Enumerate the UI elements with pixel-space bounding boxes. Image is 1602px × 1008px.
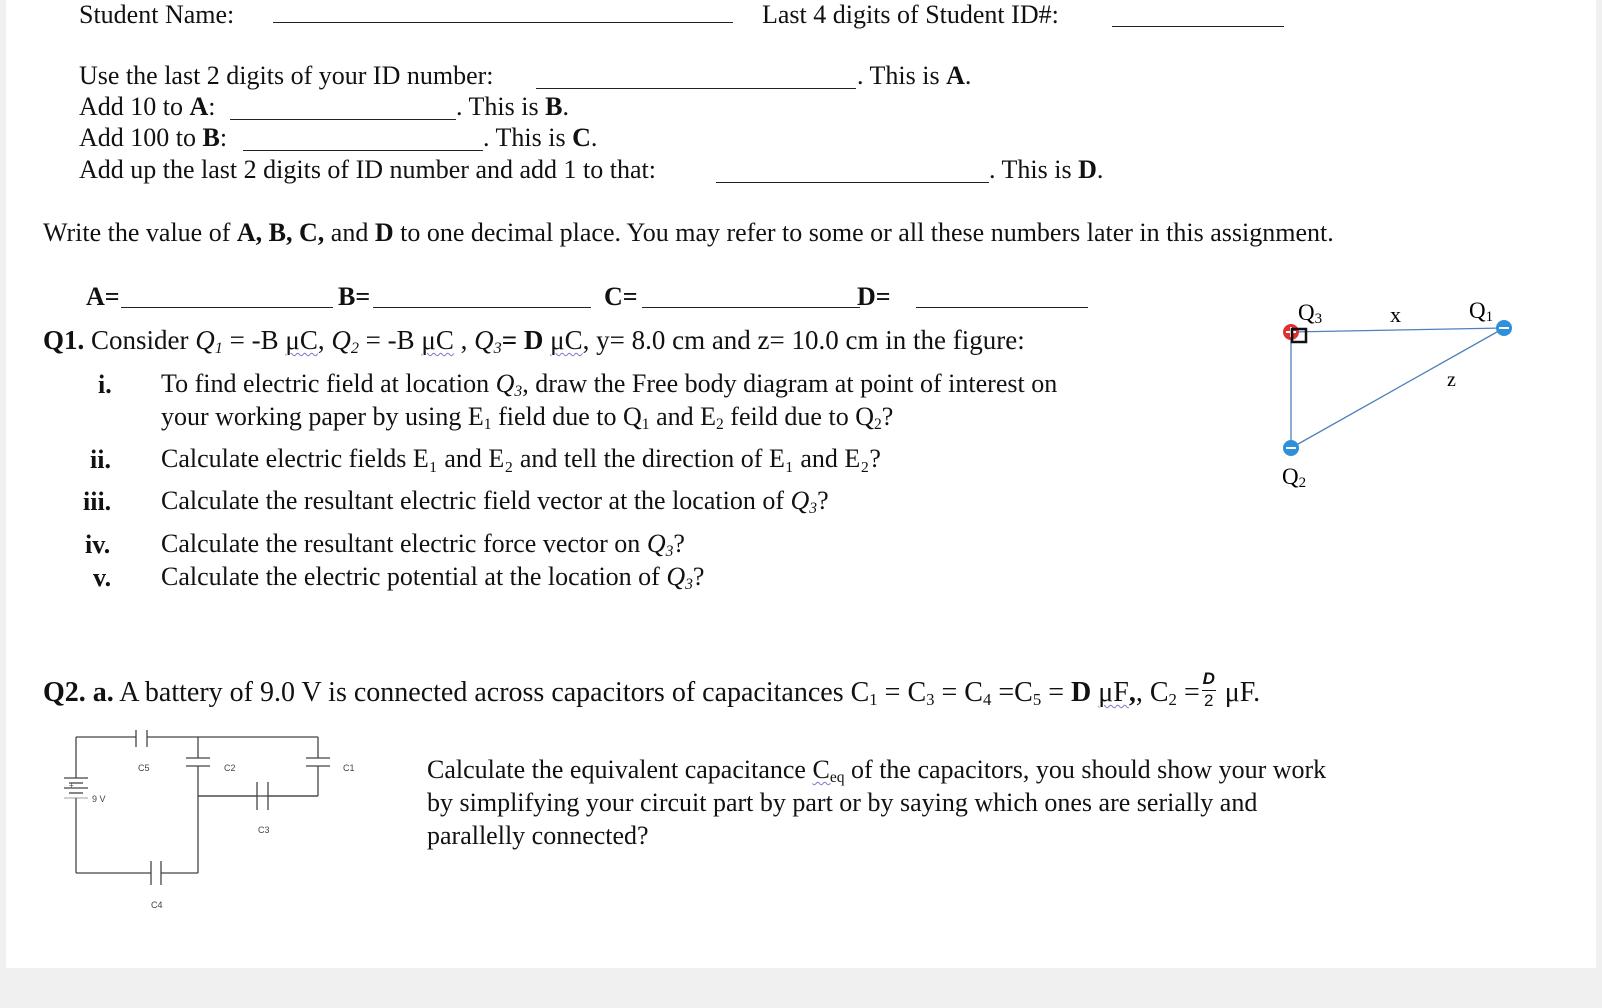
worksheet-page: [6, 0, 1596, 968]
q1-negative-charge: [1496, 320, 1512, 336]
c5-label: C5: [138, 763, 150, 773]
c-value-field[interactable]: [243, 150, 483, 151]
b-value-field[interactable]: [230, 119, 456, 120]
q1-item-ii-text: Calculate electric fields E₁ and E₂ and tell the direction of E₁ and E₂?: [161, 444, 881, 473]
setup-line-2: Add 10 to A:: [79, 92, 216, 121]
c1-label: C1: [343, 763, 355, 773]
answer-b-field[interactable]: [373, 307, 591, 308]
q2-statement: Q2. a. A battery of 9.0 V is connected across capacitors of capacitances $C_1 = C_3 = C_4 =C_5 = D$ μF,, $C_2$ = $\frac{D}{2}$ μF.: [43, 669, 1261, 710]
answer-a-field[interactable]: [121, 307, 333, 308]
q3-label: Q3: [1298, 300, 1323, 327]
answer-d-label: D=: [857, 282, 891, 311]
answer-c-field[interactable]: [642, 307, 860, 308]
student-id-field[interactable]: [1112, 26, 1284, 27]
student-id-label: Last 4 digits of Student ID#:: [762, 0, 1059, 29]
c4-label: C4: [151, 900, 163, 910]
q2-negative-charge: [1283, 440, 1299, 456]
side-z-line: [1291, 328, 1504, 448]
id-digits-field[interactable]: [536, 88, 856, 89]
q1-charge-figure: [1274, 290, 1554, 510]
answer-c-label: C=: [604, 282, 638, 311]
battery-label: 9 V: [92, 794, 106, 804]
setup-line-4-suffix: . This is D.: [989, 155, 1104, 184]
setup-line-2-suffix: . This is B.: [456, 92, 569, 121]
q1-item-ii-marker: ii.: [90, 445, 111, 474]
q1-item-iv-text: Calculate the resultant electric force vector on $Q_3$?: [161, 529, 685, 560]
c3-label: C3: [258, 825, 270, 835]
setup-line-1-suffix: . This is A.: [857, 61, 972, 90]
setup-line-4: Add up the last 2 digits of ID number and add 1 to that:: [79, 155, 656, 184]
q1-item-iv-marker: iv.: [85, 530, 111, 559]
battery-plus-label: +: [69, 781, 74, 790]
student-name-field[interactable]: [273, 22, 733, 23]
q1-item-i-marker: i.: [98, 370, 112, 399]
q2-task-line-2: by simplifying your circuit part by part or by saying which ones are serially and: [427, 788, 1258, 817]
answer-d-field[interactable]: [916, 307, 1088, 308]
q1-item-iii-text: Calculate the resultant electric field vector at the location of $Q_3$?: [161, 486, 829, 517]
x-label: x: [1390, 302, 1401, 327]
side-x-line: [1291, 328, 1504, 332]
q1-item-v-marker: v.: [93, 563, 112, 592]
q1-item-i-line1: To find electric field at location $Q_3$, draw the Free body diagram at point of interest on: [161, 369, 1058, 400]
q2-label: Q2: [1282, 464, 1307, 491]
answer-a-label: A=: [86, 282, 120, 311]
c2-label: C2: [224, 763, 236, 773]
d-value-field[interactable]: [716, 182, 989, 183]
setup-line-1: Use the last 2 digits of your ID number:: [79, 61, 494, 90]
q1-statement: Q1. Consider $Q_1 = -B$ μC, $Q_2 = -B$ μC , $Q_3= D$ μC, y= 8.0 cm and z= 10.0 cm in the figure:: [43, 325, 1025, 358]
d-over-2-fraction: $\frac{D}{2}$: [1202, 669, 1215, 710]
q1-item-v-text: Calculate the electric potential at the location of $Q_3$?: [161, 562, 705, 593]
setup-line-3: Add 100 to B:: [79, 123, 228, 152]
student-name-label: Student Name:: [79, 0, 235, 29]
q1-label: Q1: [1469, 298, 1494, 325]
q2-circuit-diagram: [50, 730, 390, 930]
instruction-text: Write the value of A, B, C, and D to one decimal place. You may refer to some or all these numbers later in this assignment.: [43, 218, 1334, 247]
z-label: z: [1447, 369, 1456, 391]
q1-item-i-line2: your working paper by using $E_1$ field due to $Q_1$ and $E_2$ feild due to $Q_2$?: [161, 402, 894, 433]
q1-item-iii-marker: iii.: [83, 487, 112, 516]
answer-b-label: B=: [338, 282, 371, 311]
q2-task-line-1: Calculate the equivalent capacitance $C_{eq}$ of the capacitors, you should show your work: [427, 755, 1327, 786]
q2-task-line-3: parallelly connected?: [427, 821, 649, 850]
setup-line-3-suffix: . This is C.: [483, 123, 598, 152]
